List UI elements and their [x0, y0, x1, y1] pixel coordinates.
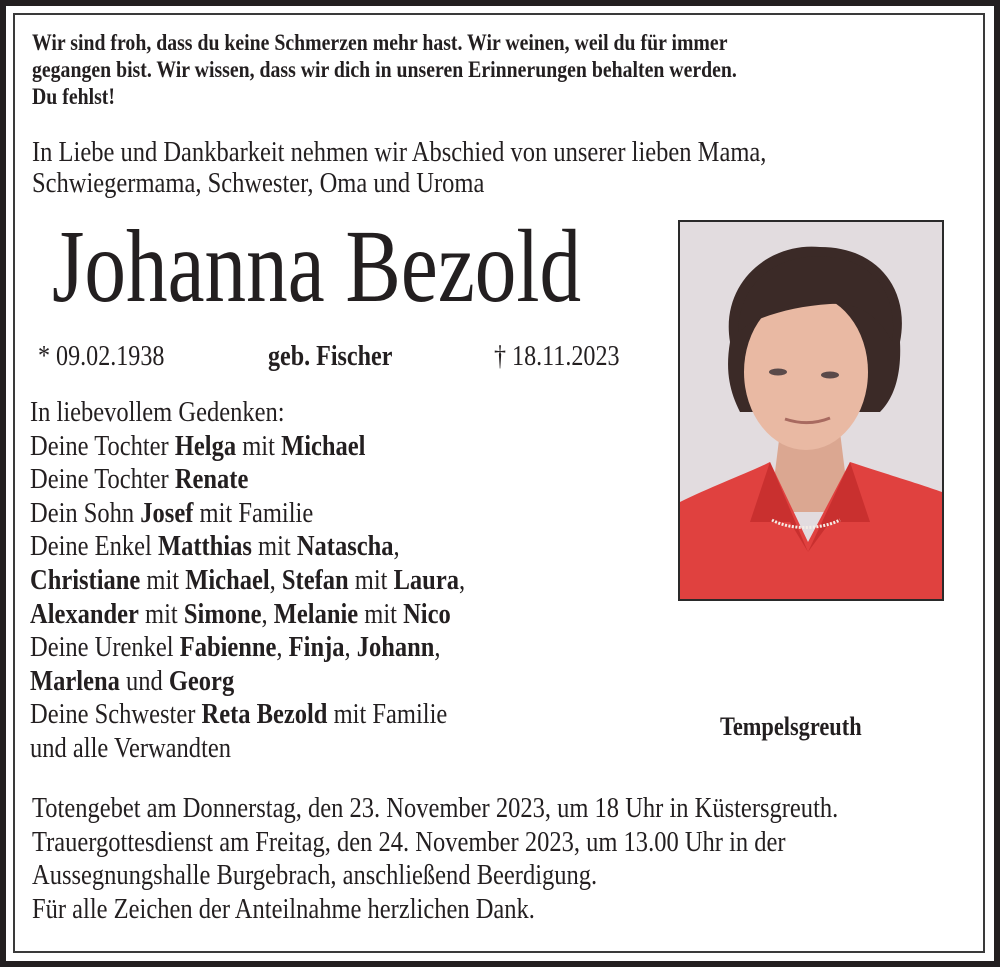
intro-line: Schwiegermama, Schwester, Oma und Uroma — [32, 168, 485, 199]
mourners-list — [30, 396, 465, 766]
list-item: Deine Tochter Renate — [30, 464, 249, 496]
list-item: Deine Enkel Matthias mit Natascha, — [30, 531, 400, 563]
quote-line: Wir sind froh, dass du keine Schmerzen mehr hast. Wir weinen, weil du für immer — [32, 30, 728, 55]
deceased-name: Johanna Bezold — [52, 209, 582, 324]
place-name: Tempelsgreuth — [720, 712, 862, 741]
mourners-heading: In liebevollem Gedenken: — [30, 397, 285, 428]
list-item: Alexander mit Simone, Melanie mit Nico — [30, 598, 451, 630]
quote-line: gegangen bist. Wir wissen, dass wir dich in unseren Erinnerungen behalten werden. — [32, 57, 737, 82]
service-info — [32, 792, 838, 926]
maiden-name: geb. Fischer — [268, 341, 393, 372]
list-item: Dein Sohn Josef mit Familie — [30, 497, 314, 529]
quote-line: Du fehlst! — [32, 84, 115, 109]
quote-text — [32, 29, 737, 110]
list-item: und alle Verwandten — [30, 732, 232, 764]
list-item: Christiane mit Michael, Stefan mit Laura, — [30, 564, 466, 596]
portrait-image — [680, 222, 942, 599]
info-line: Aussegnungshalle Burgebrach, anschließend Beerdigung. — [32, 860, 598, 892]
list-item: Deine Tochter Helga mit Michael — [30, 430, 366, 462]
portrait-photo — [678, 220, 944, 601]
list-item: Marlena und Georg — [30, 665, 235, 697]
intro-line: In Liebe und Dankbarkeit nehmen wir Abschied von unserer lieben Mama, — [32, 137, 767, 168]
list-item: Deine Schwester Reta Bezold mit Familie — [30, 699, 448, 731]
intro-text — [32, 137, 766, 199]
info-line: Trauergottesdienst am Freitag, den 24. November 2023, um 13.00 Uhr in der — [32, 826, 786, 858]
birth-date: * 09.02.1938 — [38, 341, 165, 372]
info-line: Für alle Zeichen der Anteilnahme herzlichen Dank. — [32, 893, 535, 925]
list-item: Deine Urenkel Fabienne, Finja, Johann, — [30, 632, 441, 664]
death-date: † 18.11.2023 — [494, 341, 620, 372]
info-line: Totengebet am Donnerstag, den 23. November 2023, um 18 Uhr in Küstersgreuth. — [32, 793, 839, 824]
